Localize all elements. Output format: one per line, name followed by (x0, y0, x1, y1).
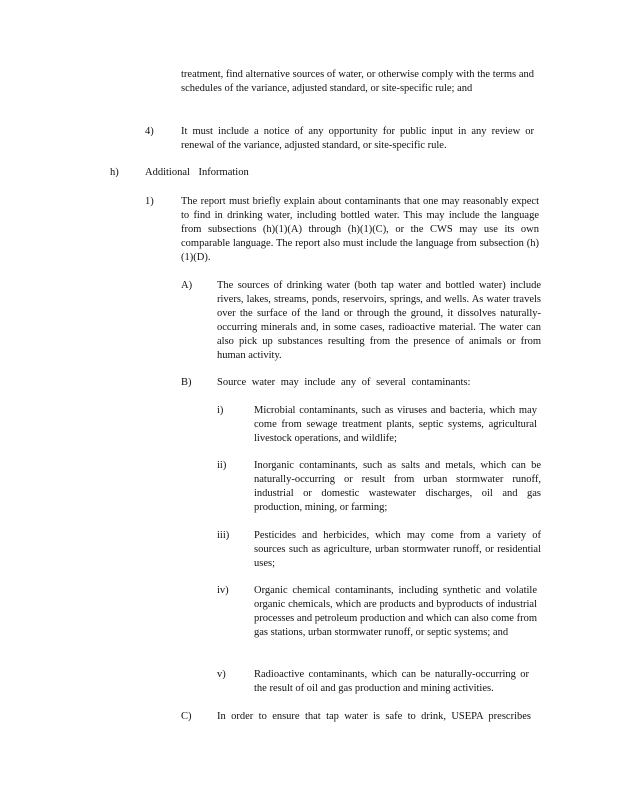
section-h-label: h) (110, 167, 119, 178)
subitem-i-label: i) (217, 405, 224, 416)
subitem-ii-text: Inorganic contaminants, such as salts and metals, which can be naturally-occurring or result from urban stormwater runoff, industrial or domestic wastewater discharges, oil and gas production, mining, or farming; (254, 460, 541, 513)
subitem-iv-text: Organic chemical contaminants, including synthetic and volatile organic chemicals, which are products and byproducts of industrial processes and petroleum production and which can also come from gas stations, urban stormwater runoff, or septic systems; and (254, 585, 537, 638)
item-b-label: B) (181, 377, 192, 388)
subitem-iii-text: Pesticides and herbicides, which may come from a variety of sources such as agriculture, urban stormwater runoff, or residential uses; (254, 530, 541, 569)
subitem-iv-label: iv) (217, 585, 229, 596)
item-c-label: C) (181, 711, 192, 722)
subitem-iii-label: iii) (217, 530, 230, 541)
continued-paragraph: treatment, find alternative sources of water, or otherwise comply with the terms and schedules of the variance, adjusted standard, or site-specific rule; and (181, 69, 534, 94)
item-b-text: Source water may include any of several contaminants: (217, 377, 471, 388)
item-4-text: It must include a notice of any opportunity for public input in any review or renewal of the variance, adjusted standard, or site-specific rule. (181, 126, 534, 151)
item-a-text: The sources of drinking water (both tap water and bottled water) include rivers, lakes, streams, ponds, reservoirs, springs, and wells. As water travels over the surface of the land or through the ground, it dissolves naturally-occurring minerals and, in some cases, radioactive material. The water can also pick up substances resulting from the presence of animals or from human activity. (217, 280, 541, 361)
item-4-label: 4) (145, 126, 154, 137)
subitem-i-text: Microbial contaminants, such as viruses and bacteria, which may come from sewage treatment plants, septic systems, agricultural livestock operations, and wildlife; (254, 405, 537, 444)
item-c-text: In order to ensure that tap water is safe to drink, USEPA prescribes (217, 711, 531, 722)
section-h-title: Additional Information (145, 167, 249, 178)
subitem-ii-label: ii) (217, 460, 227, 471)
item-1-text: The report must briefly explain about contaminants that one may reasonably expect to find in drinking water, including bottled water. This may include the language from subsections (h)(1)(A) through (h)(1)(C), or the CWS may use its own comparable language. The report also must include the language from subsection (h)(1)(D). (181, 196, 539, 263)
subitem-v-label: v) (217, 669, 226, 680)
item-a-label: A) (181, 280, 193, 291)
subitem-v-text: Radioactive contaminants, which can be naturally-occurring or the result of oil and gas production and mining activities. (254, 669, 529, 694)
item-1-label: 1) (145, 196, 154, 207)
